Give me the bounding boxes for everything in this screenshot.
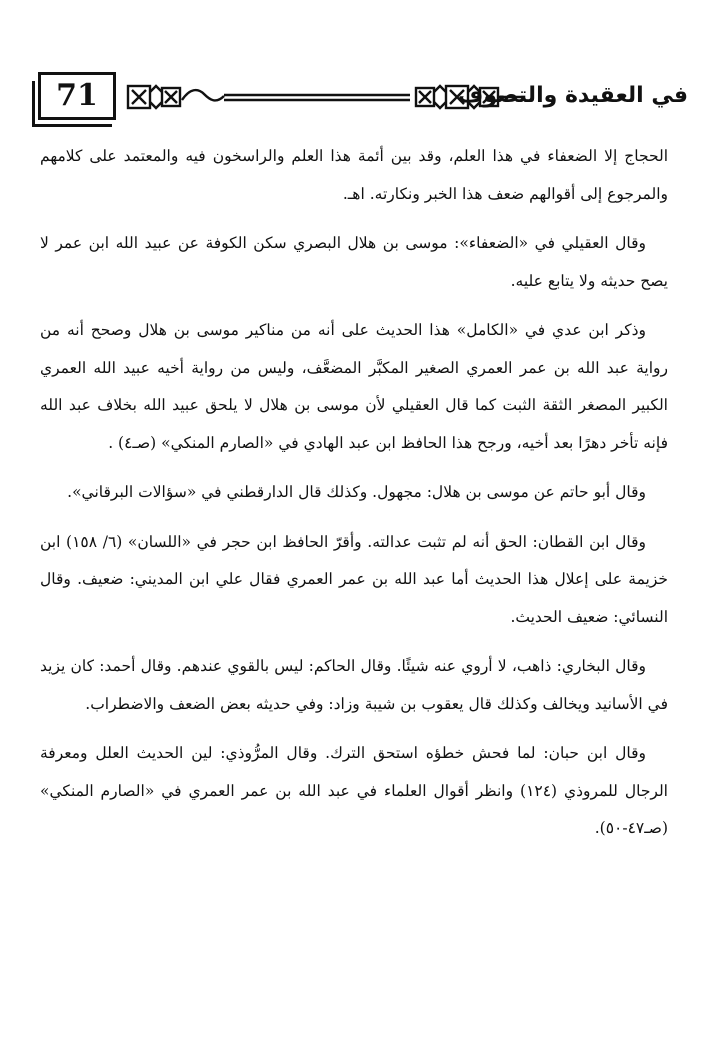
paragraph-5: وقال ابن القطان: الحق أنه لم تثبت عدالته. وأقرّ الحافظ ابن حجر في «اللسان» (٦/ ١٥٨) ابن خزيمة على إعلال هذا الحديث أما عبد الله بن عمر العمري فقال علي ابن المديني: ضعيف. وقال النسائي: ضعيف الحديث. bbox=[40, 532, 668, 626]
paragraph-1: الحجاج إلا الضعفاء في هذا العلم، وقد بين أئمة هذا العلم والراسخون فيه والمعتمد على كلامهم والمرجوع إلى أقوالهم ضعف هذا الخبر ونكارته. اهـ. bbox=[40, 147, 668, 203]
paragraph-2: وقال العقيلي في «الضعفاء»: موسى بن هلال البصري سكن الكوفة عن عبيد الله ابن عمر لا يصح حديثه ولا يتابع عليه. bbox=[40, 234, 668, 290]
page-number: 71 bbox=[56, 78, 98, 113]
page-number-box bbox=[38, 72, 116, 120]
paragraph-3: وذكر ابن عدي في «الكامل» هذا الحديث على أنه من مناكير موسى بن هلال وصحح أنه من رواية عبد الله بن عمر العمري الصغير المكبَّر المضعَّف، وليس من رواية أخيه عبيد الله العمري الكبير المصغر الثقة الثبت كما قال العقيلي لأن موسى بن هلال لا يلحق عبيد الله بخلاف عبد الله فإنه تأخر دهرًا بعد أخيه، ورجح هذا الحافظ ابن عبد الهادي في «الصارم المنكي» (صـ٤) . bbox=[40, 321, 668, 452]
body-text bbox=[40, 138, 668, 848]
running-title: في العقيدة والتصوف bbox=[457, 83, 688, 108]
paragraph-7: وقال ابن حبان: لما فحش خطؤه استحق الترك. وقال المرُّوذي: لين الحديث العلل ومعرفة الرجال للمروذي (١٢٤) وانظر أقوال العلماء في عبد الله بن عمر العمري في «الصارم المنكي» (صـ٤٧-٥٠). bbox=[40, 744, 668, 837]
paragraph-4: وقال أبو حاتم عن موسى بن هلال: مجهول. وكذلك قال الدارقطني في «سؤالات البرقاني». bbox=[67, 483, 646, 501]
paragraph-6: وقال البخاري: ذاهب، لا أروي عنه شيئًا. وقال الحاكم: ليس بالقوي عندهم. وقال أحمد: كان يزيد في الأسانيد ويخالف وكذلك قال يعقوب بن شيبة وزاد: وفي حديثه بعض الضعف والاضطراب. bbox=[40, 657, 668, 713]
page-header bbox=[38, 70, 686, 130]
